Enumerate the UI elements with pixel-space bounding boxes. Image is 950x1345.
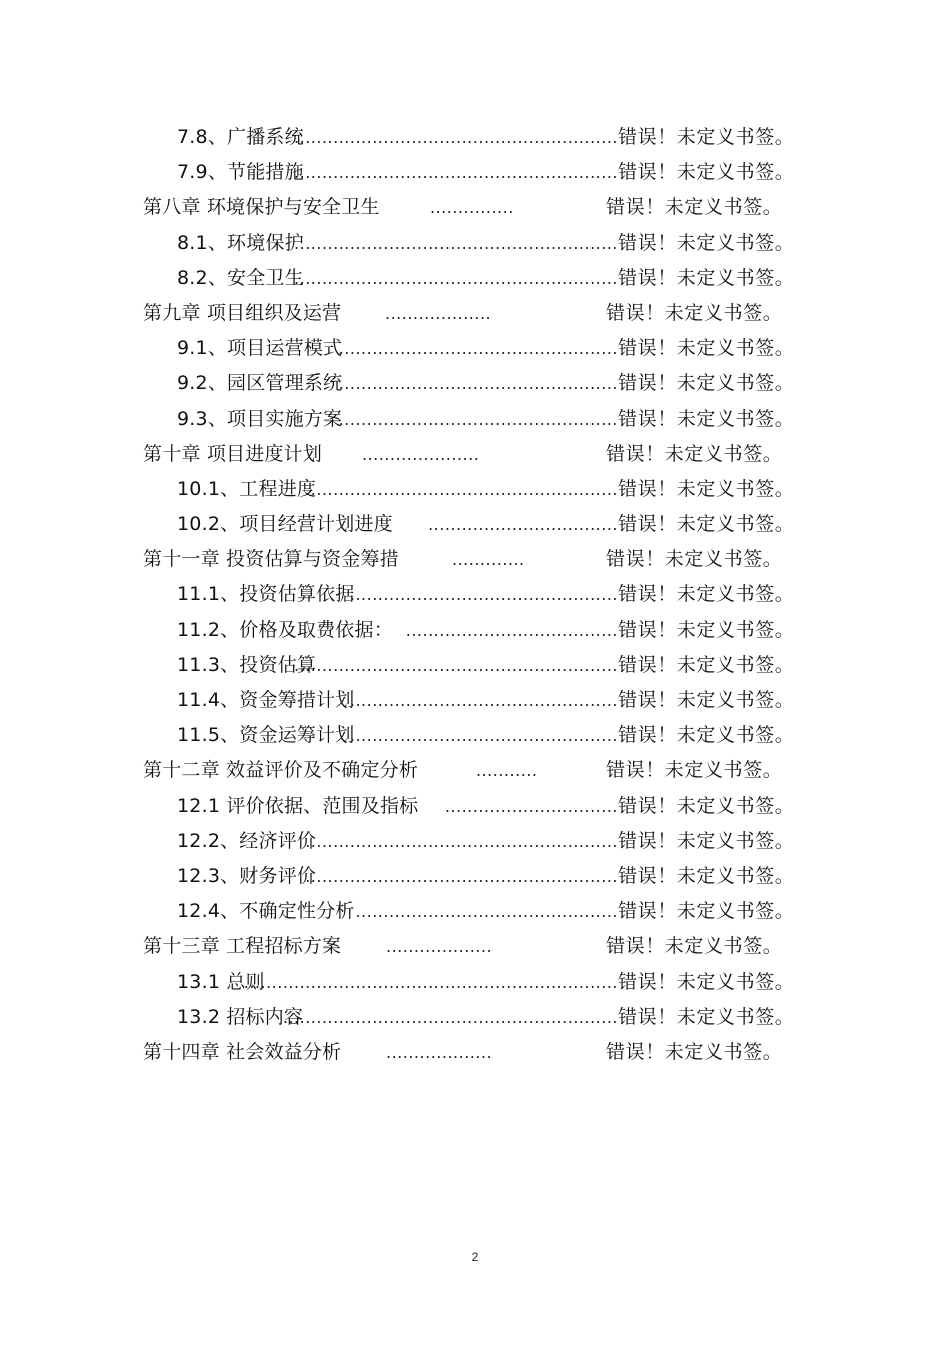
toc-entry-title: 12.3、财务评价 xyxy=(177,864,317,887)
toc-section-entry[interactable] xyxy=(0,402,950,437)
toc-dot-leader: ............................... xyxy=(444,796,618,816)
toc-entry-title: 13.2 招标内容 xyxy=(177,1005,304,1028)
toc-entry-title: 12.1 评价依据、范围及指标 xyxy=(177,794,419,817)
toc-entry-title: 11.2、价格及取费依据： xyxy=(177,618,393,641)
toc-entry-title: 11.1、投资估算依据 xyxy=(177,583,355,606)
toc-entry-title: 13.1 总则 xyxy=(177,970,265,993)
toc-section-entry[interactable] xyxy=(0,613,950,648)
toc-section-entry[interactable] xyxy=(0,683,950,718)
toc-section-entry[interactable] xyxy=(0,226,950,261)
toc-section-entry[interactable] xyxy=(0,648,950,683)
toc-page-reference: 错误！未定义书签。 xyxy=(618,653,795,676)
toc-chapter-entry[interactable] xyxy=(0,929,950,964)
toc-page-reference: 错误！未定义书签。 xyxy=(618,864,795,887)
toc-dot-leader: .................................................. xyxy=(338,409,618,429)
toc-entry-title: 9.2、园区管理系统 xyxy=(177,372,343,395)
toc-chapter-entry[interactable] xyxy=(0,753,950,788)
toc-dot-leader: ............. xyxy=(452,550,525,570)
toc-entry-title: 第十一章 投资估算与资金筹措 xyxy=(143,548,399,571)
toc-page-reference: 错误！未定义书签。 xyxy=(618,583,795,606)
toc-section-entry[interactable] xyxy=(0,366,950,401)
toc-entry-title: 第八章 环境保护与安全卫生 xyxy=(143,196,380,219)
toc-entry-title: 第九章 项目组织及运营 xyxy=(143,301,342,324)
toc-page-reference: 错误！未定义书签。 xyxy=(606,301,783,324)
toc-page-reference: 错误！未定义书签。 xyxy=(618,794,795,817)
toc-entry-title: 8.1、环境保护 xyxy=(177,231,304,254)
toc-page-reference: 错误！未定义书签。 xyxy=(618,407,795,430)
toc-page-reference: 错误！未定义书签。 xyxy=(618,513,795,536)
toc-page-reference: 错误！未定义书签。 xyxy=(618,231,795,254)
toc-entry-title: 10.2、项目经营计划进度 xyxy=(177,513,393,536)
toc-entry-title: 7.8、广播系统 xyxy=(177,126,304,148)
toc-entry-title: 7.9、节能措施 xyxy=(177,161,304,184)
toc-dot-leader: ............................................... xyxy=(355,902,618,922)
toc-dot-leader: .......................................................... xyxy=(294,233,618,253)
toc-page-reference: 错误！未定义书签。 xyxy=(618,372,795,395)
toc-page-reference: 错误！未定义书签。 xyxy=(618,689,795,711)
toc-entry-title: 第十章 项目进度计划 xyxy=(143,442,323,465)
toc-chapter-entry[interactable] xyxy=(0,190,950,225)
toc-dot-leader: .................................................. xyxy=(338,339,618,359)
toc-dot-leader: ...................................... xyxy=(405,620,618,640)
toc-dot-leader: ........... xyxy=(476,761,538,781)
toc-dot-leader: ............................................................ xyxy=(282,1007,618,1027)
toc-entry-title: 11.3、投资估算 xyxy=(177,653,317,676)
toc-dot-leader: ................... xyxy=(385,303,492,323)
toc-page-reference: 错误！未定义书签。 xyxy=(618,724,795,747)
toc-section-entry[interactable] xyxy=(0,261,950,296)
toc-page-reference: 错误！未定义书签。 xyxy=(618,337,795,360)
toc-entry-title: 8.2、安全卫生 xyxy=(177,266,304,289)
toc-page-reference: 错误！未定义书签。 xyxy=(618,618,795,641)
toc-dot-leader: ................................................ xyxy=(349,726,618,746)
toc-section-entry[interactable] xyxy=(0,1000,950,1035)
toc-dot-leader: .................................. xyxy=(428,515,618,535)
toc-entry-title: 第十二章 效益评价及不确定分析 xyxy=(143,759,419,782)
toc-page-reference: 错误！未定义书签。 xyxy=(606,935,783,958)
toc-dot-leader: .......................................................... xyxy=(294,655,618,675)
toc-entry-title: 11.5、资金运筹计划 xyxy=(177,724,355,747)
toc-section-entry[interactable] xyxy=(0,789,950,824)
toc-dot-leader: .......................................................... xyxy=(294,128,618,147)
toc-dot-leader: ................................................ xyxy=(349,585,618,605)
toc-dot-leader: ........................................................ xyxy=(305,479,618,499)
toc-entry-title: 第十三章 工程招标方案 xyxy=(143,935,342,958)
toc-dot-leader: .......................................................... xyxy=(294,268,618,288)
toc-section-entry[interactable] xyxy=(0,577,950,612)
toc-page-reference: 错误！未定义书签。 xyxy=(618,266,795,289)
toc-page-reference: 错误！未定义书签。 xyxy=(606,196,783,219)
toc-entry-title: 11.4、资金筹措计划 xyxy=(177,689,355,711)
toc-page-reference: 错误！未定义书签。 xyxy=(606,548,783,571)
toc-dot-leader: ................... xyxy=(386,937,493,957)
toc-section-entry[interactable] xyxy=(0,472,950,507)
toc-entry-title: 12.2、经济评价 xyxy=(177,829,317,852)
toc-section-entry[interactable] xyxy=(0,120,950,155)
toc-entry-title: 10.1、工程进度 xyxy=(177,477,317,500)
toc-section-entry[interactable] xyxy=(0,155,950,190)
toc-entry-title: 9.3、项目实施方案 xyxy=(177,407,343,430)
toc-dot-leader: .......................................................... xyxy=(294,163,618,183)
toc-dot-leader: ........................................................ xyxy=(305,866,618,886)
toc-chapter-entry[interactable] xyxy=(0,542,950,577)
toc-page-reference: 错误！未定义书签。 xyxy=(618,161,795,184)
toc-section-entry[interactable] xyxy=(0,718,950,753)
toc-dot-leader: .................................................. xyxy=(338,374,618,394)
toc-dot-leader: ................................................ xyxy=(349,691,618,710)
toc-dot-leader: ............... xyxy=(430,198,514,218)
toc-dot-leader: ................... xyxy=(386,1042,493,1062)
toc-section-entry[interactable] xyxy=(0,824,950,859)
table-of-contents xyxy=(0,120,950,1070)
toc-page-reference: 错误！未定义书签。 xyxy=(618,829,795,852)
toc-dot-leader: ........................................................ xyxy=(305,831,618,851)
toc-page-reference: 错误！未定义书签。 xyxy=(606,442,783,465)
toc-section-entry[interactable] xyxy=(0,331,950,366)
toc-page-reference: 错误！未定义书签。 xyxy=(618,477,795,500)
toc-section-entry[interactable] xyxy=(0,965,950,1000)
toc-chapter-entry[interactable] xyxy=(0,1035,950,1070)
toc-dot-leader: ................................................................... xyxy=(243,972,618,992)
toc-section-entry[interactable] xyxy=(0,859,950,894)
toc-page-reference: 错误！未定义书签。 xyxy=(618,900,795,923)
toc-page-reference: 错误！未定义书签。 xyxy=(618,1005,795,1028)
toc-entry-title: 第十四章 社会效益分析 xyxy=(143,1040,342,1063)
toc-entry-title: 9.1、项目运营模式 xyxy=(177,337,343,360)
toc-page-reference: 错误！未定义书签。 xyxy=(618,126,795,148)
toc-chapter-entry[interactable] xyxy=(0,437,950,472)
toc-entry-title: 12.4、不确定性分析 xyxy=(177,900,355,923)
toc-section-entry[interactable] xyxy=(0,894,950,929)
page-number: 2 xyxy=(471,1250,479,1264)
toc-chapter-entry[interactable] xyxy=(0,296,950,331)
toc-dot-leader: ..................... xyxy=(362,444,480,464)
toc-page-reference: 错误！未定义书签。 xyxy=(618,970,795,993)
toc-section-entry[interactable] xyxy=(0,507,950,542)
toc-page-reference: 错误！未定义书签。 xyxy=(606,759,783,782)
toc-page-reference: 错误！未定义书签。 xyxy=(606,1040,783,1063)
